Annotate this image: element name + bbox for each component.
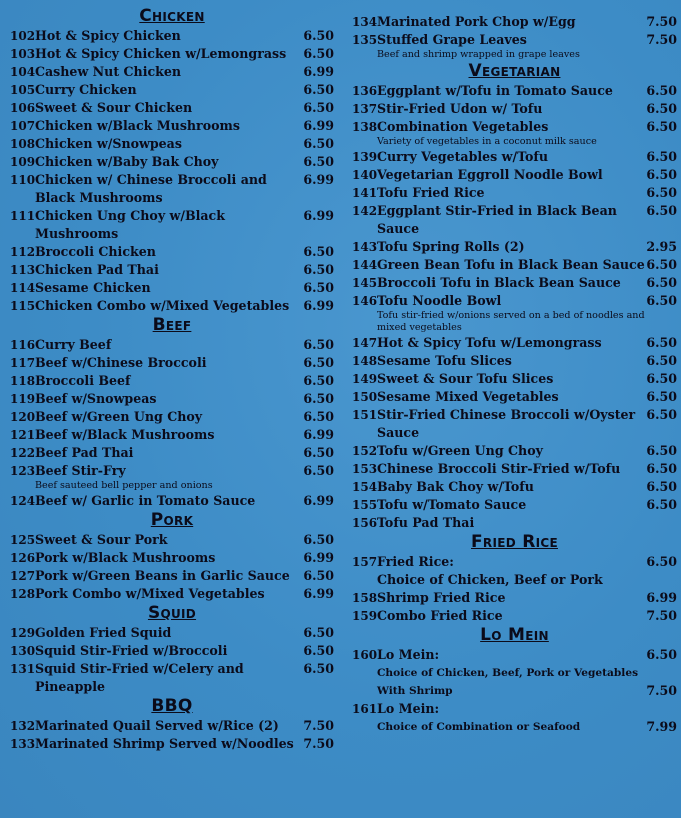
item-name: Sweet & Sour Tofu Slices [377,371,554,386]
section-title: Beef [152,315,192,335]
item-name: Stuffed Grape Leaves [377,32,527,47]
menu-item [10,27,334,45]
item-price: 6.50 [646,335,677,350]
menu-item [352,13,677,31]
item-number: 149 [352,372,378,386]
item-name: Chicken Ung Choy w/Black Mushrooms [35,208,225,241]
menu-item [352,700,677,718]
item-name: Marinated Quail Served w/Rice (2) [35,718,279,733]
item-price: 6.50 [646,257,677,272]
menu-item [352,118,677,136]
item-price: 6.50 [303,355,334,370]
item-name: Hot & Spicy Tofu w/Lemongrass [377,335,602,350]
menu-item [352,682,677,700]
item-price: 6.50 [303,28,334,43]
item-name: Tofu Fried Rice [377,185,485,200]
item-number: 118 [10,374,36,388]
item-description: Tofu stir-fried w/onions served on a bed of noodles and mixed vegetables [377,310,645,333]
item-price: 6.50 [646,119,677,134]
item-price: 6.50 [646,101,677,116]
item-name: Marinated Pork Chop w/Egg [377,14,576,29]
menu-item [352,202,677,238]
item-number: 160 [352,648,378,662]
menu-item [10,336,334,354]
item-number: 158 [352,591,378,605]
menu-item [10,717,334,735]
item-name: Chinese Broccoli Stir-Fried w/Tofu [377,461,621,476]
item-price: 6.50 [646,497,677,512]
item-name: Marinated Shrimp Served w/Noodles [35,736,294,751]
item-number: 148 [352,354,378,368]
section-title: Lo Mein [480,625,549,645]
item-name: Broccoli Tofu in Black Bean Sauce [377,275,621,290]
item-price: 7.50 [303,718,334,733]
item-name: With Shrimp [377,685,453,697]
item-name: Tofu Pad Thai [377,515,475,530]
item-name: Tofu Noodle Bowl [377,293,502,308]
item-name: Lo Mein: [377,647,440,662]
section-bbq [10,696,334,753]
item-price: 6.99 [303,586,334,601]
item-price: 6.50 [646,149,677,164]
item-name: Tofu w/Green Ung Choy [377,443,543,458]
item-number: 115 [10,299,36,313]
menu-item [352,514,677,532]
item-number: 129 [10,626,36,640]
item-number: 139 [352,150,378,164]
menu-item [10,426,334,444]
menu-item [352,664,677,682]
menu-item [352,256,677,274]
menu-item [352,388,677,406]
item-price: 6.50 [646,554,677,569]
item-number: 155 [352,498,378,512]
item-number: 138 [352,120,378,134]
menu-item [352,238,677,256]
item-price: 6.50 [646,293,677,308]
right-column [352,13,677,736]
item-name: Shrimp Fried Rice [377,590,506,605]
item-number: 111 [10,209,36,223]
item-number: 156 [352,516,378,530]
item-choice-text: Choice of Chicken, Beef or Pork [377,572,603,587]
menu-item [10,117,334,135]
item-name: Squid Stir-Fried w/Celery and Pineapple [35,661,244,694]
menu-item [352,646,677,664]
menu-item [352,589,677,607]
menu-item [10,567,334,585]
item-price: 6.50 [303,262,334,277]
item-name: Pork w/Green Beans in Garlic Sauce [35,568,290,583]
item-name: Golden Fried Squid [35,625,172,640]
item-number: 132 [10,719,36,733]
item-name: Curry Beef [35,337,112,352]
item-price: 7.99 [646,719,677,734]
menu-item [10,660,334,696]
item-name: Choice of Combination or Seafood [377,721,581,733]
item-name: Broccoli Chicken [35,244,156,259]
item-number: 112 [10,245,36,259]
item-name: Combo Fried Rice [377,608,503,623]
menu-item [10,642,334,660]
menu-item [10,549,334,567]
item-number: 157 [352,555,378,569]
item-name: Beef Stir-Fry [35,463,126,478]
item-name: Pork Combo w/Mixed Vegetables [35,586,265,601]
item-number: 159 [352,609,378,623]
item-number: 127 [10,569,36,583]
section-title: Chicken [139,6,205,26]
item-price: 6.50 [646,479,677,494]
menu-item [352,406,677,442]
section-fried-rice [352,532,677,625]
item-number: 141 [352,186,378,200]
item-name: Lo Mein: [377,701,440,716]
section-title: Fried Rice [471,532,558,552]
menu-item [352,31,677,49]
item-price: 6.99 [303,208,334,223]
item-price: 6.99 [646,590,677,605]
item-price: 6.50 [303,136,334,151]
item-number: 142 [352,204,378,218]
item-number: 143 [352,240,378,254]
item-price: 6.50 [646,407,677,422]
item-name: Tofu w/Tomato Sauce [377,497,527,512]
item-price: 6.50 [646,443,677,458]
item-price: 6.50 [303,373,334,388]
item-number: 108 [10,137,36,151]
section-title: BBQ [151,696,193,716]
item-price: 6.50 [303,280,334,295]
menu-item [10,135,334,153]
item-name: Chicken w/Baby Bak Choy [35,154,219,169]
item-number: 152 [352,444,378,458]
item-number: 104 [10,65,36,79]
section-title: Pork [150,510,194,530]
item-name: Beef w/Green Ung Choy [35,409,203,424]
item-number: 102 [10,29,36,43]
item-price: 6.50 [303,154,334,169]
item-number: 147 [352,336,378,350]
item-price: 6.50 [646,167,677,182]
item-number: 145 [352,276,378,290]
section-lo-mein [352,625,677,736]
left-column [10,6,334,753]
menu-item [352,460,677,478]
menu-item [352,148,677,166]
item-number: 133 [10,737,36,751]
section-title: Vegetarian [468,61,561,81]
item-number: 131 [10,662,36,676]
item-price: 6.50 [646,647,677,662]
item-price: 6.50 [303,46,334,61]
item-number: 105 [10,83,36,97]
menu-item [10,408,334,426]
menu-item [10,243,334,261]
section-bbq-continued [352,13,677,61]
section-chicken [10,6,334,315]
item-name: Beef w/Chinese Broccoli [35,355,207,370]
item-price: 7.50 [646,14,677,29]
menu-item [10,492,334,510]
menu-item [10,81,334,99]
item-price: 6.50 [303,244,334,259]
item-number: 136 [352,84,378,98]
item-number: 109 [10,155,36,169]
item-name: Sesame Tofu Slices [377,353,512,368]
item-price: 6.50 [646,83,677,98]
item-price: 7.50 [646,32,677,47]
item-price: 7.50 [646,683,677,698]
item-number: 126 [10,551,36,565]
item-choice [352,571,677,589]
menu-item [10,585,334,603]
item-price: 6.50 [303,82,334,97]
item-number: 134 [352,15,378,29]
item-name: Chicken Pad Thai [35,262,159,277]
item-number: 144 [352,258,378,272]
item-name: Curry Vegetables w/Tofu [377,149,548,164]
item-name: Choice of Chicken, Beef, Pork or Vegetables [377,667,639,679]
item-name: Chicken w/Snowpeas [35,136,182,151]
item-name: Combination Vegetables [377,119,549,134]
item-number: 153 [352,462,378,476]
section-vegetarian [352,61,677,532]
item-number: 122 [10,446,36,460]
item-name: Hot & Spicy Chicken [35,28,181,43]
item-number: 103 [10,47,36,61]
item-price: 6.99 [303,427,334,442]
menu-item [352,478,677,496]
menu-item [10,45,334,63]
item-number: 119 [10,392,36,406]
item-price: 6.50 [646,371,677,386]
item-price: 6.50 [646,275,677,290]
item-number: 135 [352,33,378,47]
menu-item [10,261,334,279]
menu-item [352,184,677,202]
item-price: 6.99 [303,118,334,133]
item-name: Fried Rice: [377,554,454,569]
item-name: Chicken w/ Chinese Broccoli and Black Mushrooms [35,172,267,205]
item-price: 6.50 [303,568,334,583]
item-name: Chicken w/Black Mushrooms [35,118,240,133]
item-price: 6.99 [303,550,334,565]
menu-item [10,207,334,243]
item-number: 161 [352,702,378,716]
menu-item [10,735,334,753]
item-price: 6.99 [303,172,334,187]
item-name: Beef w/Snowpeas [35,391,157,406]
item-name: Pork w/Black Mushrooms [35,550,216,565]
item-number: 114 [10,281,36,295]
item-price: 6.50 [646,203,677,218]
item-description: Beef and shrimp wrapped in grape leaves [377,49,580,60]
item-name: Beef w/Black Mushrooms [35,427,215,442]
item-number: 151 [352,408,378,422]
item-price: 6.50 [646,353,677,368]
item-number: 106 [10,101,36,115]
item-name: Tofu Spring Rolls (2) [377,239,525,254]
item-price: 6.50 [303,445,334,460]
item-price: 6.99 [303,298,334,313]
item-name: Chicken Combo w/Mixed Vegetables [35,298,290,313]
item-price: 6.50 [646,461,677,476]
section-title: Squid [147,603,197,623]
item-name: Green Bean Tofu in Black Bean Sauce [377,257,645,272]
item-name: Cashew Nut Chicken [35,64,182,79]
menu-item [10,390,334,408]
item-number: 124 [10,494,36,508]
item-number: 116 [10,338,36,352]
item-price: 6.50 [303,391,334,406]
item-name: Sesame Chicken [35,280,151,295]
menu-item [10,279,334,297]
item-price: 6.50 [303,409,334,424]
menu-item [10,297,334,315]
menu-item [10,171,334,207]
menu-item [10,462,334,480]
item-number: 137 [352,102,378,116]
item-name: Stir-Fried Chinese Broccoli w/Oyster Sauce [377,407,636,440]
item-name: Sweet & Sour Pork [35,532,168,547]
item-price: 6.50 [646,389,677,404]
item-price: 6.99 [303,493,334,508]
menu-item [10,153,334,171]
item-price: 6.50 [303,100,334,115]
item-number: 123 [10,464,36,478]
item-number: 154 [352,480,378,494]
item-number: 128 [10,587,36,601]
section-beef [10,315,334,510]
item-number: 107 [10,119,36,133]
item-description: Beef sauteed bell pepper and onions [35,480,213,491]
item-number: 117 [10,356,36,370]
item-price: 7.50 [303,736,334,751]
menu-item [352,292,677,310]
item-price: 6.50 [303,532,334,547]
item-number: 125 [10,533,36,547]
item-description: Variety of vegetables in a coconut milk sauce [377,136,597,147]
item-name: Eggplant Stir-Fried in Black Bean Sauce [377,203,617,236]
item-number: 140 [352,168,378,182]
item-name: Beef Pad Thai [35,445,134,460]
menu-item [10,372,334,390]
menu-item [10,624,334,642]
menu-item [352,352,677,370]
menu-item [352,166,677,184]
item-price: 6.99 [303,64,334,79]
menu-item [352,274,677,292]
menu-item [352,370,677,388]
item-name: Stir-Fried Udon w/ Tofu [377,101,543,116]
menu-item [10,531,334,549]
item-name: Sweet & Sour Chicken [35,100,193,115]
menu-item [352,607,677,625]
item-price: 6.50 [646,185,677,200]
item-number: 110 [10,173,36,187]
menu-item [352,100,677,118]
item-name: Broccoli Beef [35,373,131,388]
section-squid [10,603,334,696]
section-pork [10,510,334,603]
item-number: 150 [352,390,378,404]
item-name: Hot & Spicy Chicken w/Lemongrass [35,46,287,61]
item-number: 113 [10,263,36,277]
item-name: Eggplant w/Tofu in Tomato Sauce [377,83,613,98]
menu-item [10,354,334,372]
item-name: Beef w/ Garlic in Tomato Sauce [35,493,256,508]
item-name: Baby Bak Choy w/Tofu [377,479,534,494]
menu-item [352,82,677,100]
item-price: 2.95 [646,239,677,254]
item-number: 120 [10,410,36,424]
item-number: 121 [10,428,36,442]
item-price: 7.50 [646,608,677,623]
item-price: 6.50 [303,463,334,478]
menu-item [352,334,677,352]
item-number: 146 [352,294,378,308]
item-name: Sesame Mixed Vegetables [377,389,559,404]
item-price: 6.50 [303,661,334,676]
item-name: Vegetarian Eggroll Noodle Bowl [377,167,603,182]
menu-item [352,496,677,514]
menu-item [10,63,334,81]
item-number: 130 [10,644,36,658]
menu-item [352,718,677,736]
item-name: Squid Stir-Fried w/Broccoli [35,643,228,658]
item-name: Curry Chicken [35,82,137,97]
menu-item [10,444,334,462]
menu-item [352,553,677,571]
item-price: 6.50 [303,337,334,352]
menu-item [10,99,334,117]
item-price: 6.50 [303,625,334,640]
menu-item [352,442,677,460]
item-price: 6.50 [303,643,334,658]
